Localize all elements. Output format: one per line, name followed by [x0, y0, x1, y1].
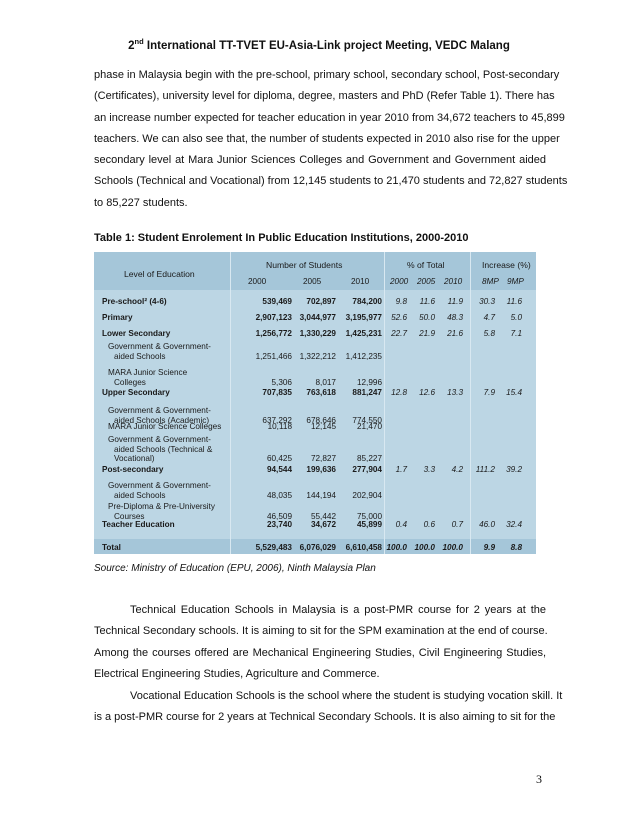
cell-percent: 12.8 — [391, 388, 407, 397]
paragraph-line: Electrical Engineering Studies, Agriculture and Commerce. — [94, 667, 380, 680]
column-group-increase: Increase (%) — [482, 260, 531, 270]
year-header: 2000 — [248, 277, 267, 286]
cell-students: 85,227 — [356, 454, 382, 463]
row-label: Teacher Education — [102, 520, 175, 529]
paragraph-line: secondary level at Mara Junior Sciences Colleges and Government and Government aided — [94, 154, 546, 167]
paragraph-line: Among the courses offered are Mechanical Engineering Studies, Civil Engineering Studies, — [94, 646, 546, 659]
cell-students: 6,610,458 — [345, 543, 382, 552]
running-header — [0, 37, 638, 52]
cell-percent: 52.6 — [391, 313, 407, 322]
row-label: Government & Government- aided Schools — [108, 342, 211, 361]
cell-students: 55,442 — [310, 511, 336, 521]
cell-percent: 11.9 — [447, 297, 463, 306]
cell-increase: 5.8 — [483, 329, 495, 338]
paragraph-line: Technical Education Schools in Malaysia is a post-PMR course for 2 years at the — [130, 604, 546, 616]
table-divider — [470, 252, 471, 554]
cell-percent: 100.0 — [386, 543, 407, 552]
cell-students: 60,425 — [266, 454, 292, 463]
cell-students: 21,470 — [356, 422, 382, 431]
cell-students: 678,646 — [306, 415, 336, 425]
column-group-students: Number of Students — [266, 260, 343, 270]
row-label: Primary — [102, 313, 133, 322]
table-caption: Table 1: Student Enrolement In Public Education Institutions, 2000-2010 — [94, 232, 469, 244]
cell-percent: 0.4 — [395, 520, 407, 529]
cell-percent: 9.8 — [395, 297, 407, 306]
cell-students: 12,996 — [356, 377, 382, 387]
cell-students: 3,044,977 — [299, 313, 336, 322]
pct-year-header: 2010 — [444, 277, 463, 286]
cell-students: 48,035 — [266, 490, 292, 500]
table-divider — [384, 252, 385, 554]
pct-year-header: 2000 — [390, 277, 409, 286]
cell-percent: 21.6 — [447, 329, 463, 338]
paragraph-line: Vocational Education Schools is the school where the student is studying vocation skill. It — [130, 690, 563, 702]
cell-percent: 100.0 — [442, 543, 463, 552]
paragraph-line: an increase number expected for teacher education in year 2010 from 34,672 teachers to 45,899 — [94, 111, 565, 124]
paragraph-line: Schools (Technical and Vocational) from 12,145 students to 21,470 students and 72,827 students — [94, 175, 568, 188]
cell-percent: 12.6 — [419, 388, 435, 397]
year-header: 2005 — [303, 277, 322, 286]
cell-students: 75,000 — [356, 511, 382, 521]
paragraph-line: Technical Secondary schools. It is aiming to sit for the SPM examination at the end of course. — [94, 625, 548, 638]
cell-percent: 4.2 — [451, 465, 463, 474]
cell-students: 6,076,029 — [299, 543, 336, 552]
cell-students: 2,907,123 — [255, 313, 292, 322]
cell-increase: 4.7 — [483, 313, 495, 322]
row-label: Upper Secondary — [102, 388, 170, 397]
row-label: Pre-Diploma & Pre-University Courses — [108, 502, 215, 521]
row-label: Government & Government- aided Schools — [108, 481, 211, 500]
cell-students: 1,322,212 — [299, 351, 336, 361]
cell-students: 784,200 — [352, 297, 382, 306]
paragraph-intro — [94, 65, 568, 214]
cell-increase: 5.0 — [510, 313, 522, 322]
cell-students: 45,899 — [356, 520, 382, 529]
table-divider — [230, 252, 231, 554]
pct-year-header: 2005 — [417, 277, 436, 286]
cell-students: 763,618 — [306, 388, 336, 397]
page-number: 3 — [536, 772, 542, 786]
cell-students: 1,425,231 — [345, 329, 382, 338]
cell-students: 707,835 — [262, 388, 292, 397]
cell-students: 72,827 — [310, 454, 336, 463]
cell-students: 277,904 — [352, 465, 382, 474]
cell-percent: 0.6 — [423, 520, 435, 529]
cell-increase: 111.2 — [475, 465, 495, 474]
cell-increase: 39.2 — [506, 465, 522, 474]
row-label: Post-secondary — [102, 465, 164, 474]
cell-increase: 11.6 — [506, 297, 522, 306]
cell-percent: 100.0 — [414, 543, 435, 552]
cell-students: 10,118 — [267, 422, 292, 431]
cell-percent: 1.7 — [395, 465, 407, 474]
cell-students: 1,412,235 — [345, 351, 382, 361]
cell-increase: 8.8 — [510, 543, 522, 552]
cell-percent: 48.3 — [447, 313, 463, 322]
header-title: International TT-TVET EU-Asia-Link project Meeting, VEDC Malang — [143, 39, 510, 52]
row-label: Lower Secondary — [102, 329, 171, 338]
cell-students: 202,904 — [352, 490, 382, 500]
cell-students: 46,509 — [266, 511, 292, 521]
cell-students: 5,306 — [271, 377, 292, 387]
cell-students: 1,251,466 — [255, 351, 292, 361]
column-header-level: Level of Education — [124, 269, 195, 279]
cell-students: 199,636 — [306, 465, 336, 474]
header-prefix: 2 — [128, 39, 135, 52]
cell-students: 12,145 — [310, 422, 336, 431]
cell-percent: 0.7 — [451, 520, 463, 529]
cell-students: 702,897 — [306, 297, 336, 306]
row-label: MARA Junior Science Colleges — [108, 422, 222, 431]
paragraph-line: teachers. We can also see that, the number of students expected in 2010 also rise for the upper — [94, 132, 560, 145]
cell-students: 5,529,483 — [255, 543, 292, 552]
row-label: Government & Government- aided Schools (Technical & Vocational) — [108, 435, 213, 463]
paragraph-vocational — [94, 686, 563, 729]
cell-students: 8,017 — [315, 377, 336, 387]
cell-students: 1,256,772 — [255, 329, 292, 338]
row-label: Government & Government- aided Schools (Academic) — [108, 406, 211, 425]
table-source: Source: Ministry of Education (EPU, 2006), Ninth Malaysia Plan — [94, 563, 376, 574]
row-label: MARA Junior Science Colleges — [108, 368, 188, 387]
cell-increase: 15.4 — [506, 388, 522, 397]
cell-increase: 7.9 — [483, 388, 495, 397]
cell-percent: 50.0 — [419, 313, 435, 322]
cell-students: 94,544 — [266, 465, 292, 474]
enrolment-table — [94, 252, 536, 554]
paragraph-line: to 85,227 students. — [94, 196, 188, 209]
paragraph-technical — [94, 600, 546, 685]
cell-percent: 11.6 — [419, 297, 435, 306]
year-header: 2010 — [351, 277, 370, 286]
cell-percent: 22.7 — [391, 329, 407, 338]
paragraph-line: phase in Malaysia begin with the pre-school, primary school, secondary school, Post-secondary — [94, 69, 560, 81]
plan-header: 8MP — [482, 277, 499, 286]
cell-students: 637,292 — [262, 415, 292, 425]
cell-students: 144,194 — [306, 490, 336, 500]
cell-percent: 3.3 — [423, 465, 435, 474]
cell-students: 1,330,229 — [299, 329, 336, 338]
row-label: Pre-school² (4-6) — [102, 297, 167, 306]
cell-percent: 21.9 — [419, 329, 435, 338]
plan-header: 9MP — [507, 277, 524, 286]
cell-students: 3,195,977 — [345, 313, 382, 322]
header-superscript: nd — [134, 37, 144, 46]
cell-students: 23,740 — [266, 520, 292, 529]
column-group-total: % of Total — [407, 260, 445, 270]
cell-increase: 30.3 — [479, 297, 495, 306]
paragraph-line: is a post-PMR course for 2 years at Technical Secondary Schools. It is also aiming to sit for the — [94, 711, 556, 724]
cell-students: 34,672 — [310, 520, 336, 529]
cell-students: 881,247 — [352, 388, 382, 397]
cell-students: 539,469 — [262, 297, 292, 306]
cell-percent: 13.3 — [447, 388, 463, 397]
cell-increase: 7.1 — [510, 329, 522, 338]
paragraph-line: (Certificates), university level for diploma, degree, masters and PhD (Refer Table 1). There has — [94, 90, 555, 103]
cell-students: 774,550 — [352, 415, 382, 425]
cell-increase: 9.9 — [483, 543, 495, 552]
cell-increase: 46.0 — [479, 520, 495, 529]
cell-increase: 32.4 — [506, 520, 522, 529]
row-label: Total — [102, 543, 121, 552]
